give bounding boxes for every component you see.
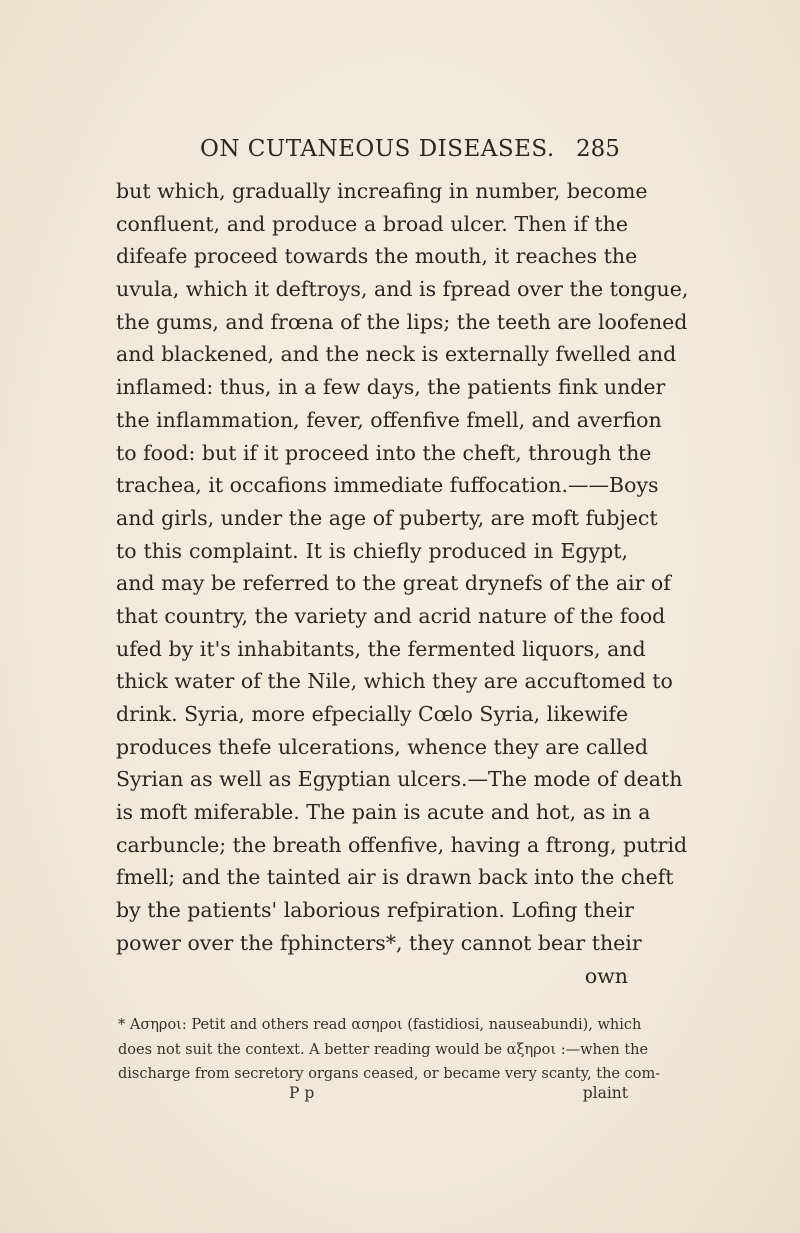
text-line: produces thefe ulcerations, whence they are called [116, 734, 648, 759]
text-line: power over the fphincters*, they cannot bear their [116, 930, 642, 955]
text-line: that country, the variety and acrid nature of the food [116, 603, 666, 628]
text-line: the inflammation, fever, offenfive fmell, and averfion [116, 407, 662, 432]
text-line: inflamed: thus, in a few days, the patients fink under [116, 375, 666, 400]
footnote [118, 1013, 661, 1087]
text-line: but which, gradually increafing in number, become [116, 179, 648, 203]
footnote-line: discharge from secretory organs ceased, or became very scanty, the com- [118, 1066, 661, 1082]
signature-row [118, 1084, 628, 1108]
text-line: is moft miferable. The pain is acute and hot, as in a [116, 800, 651, 825]
text-line: the gums, and frœna of the lips; the teeth are loofened [116, 309, 688, 334]
footnote-line: * Ασηροι: Petit and others read ασηροι (fastidiosi, nauseabundi), which [118, 1017, 642, 1033]
running-title: ON CUTANEOUS DISEASES. [200, 136, 555, 162]
text-line: to food: but if it proceed into the cheft, through the [116, 440, 652, 465]
text-line: and blackened, and the neck is externally fwelled and [116, 342, 677, 367]
text-line: to this complaint. It is chiefly produced in Egypt, [116, 538, 628, 563]
text-line: uvula, which it deftroys, and is fpread over the tongue, [116, 277, 689, 302]
signature-mark: P p [289, 1084, 315, 1102]
text-line: by the patients' laborious refpiration. Lofing their [116, 898, 634, 923]
text-line-catchword: own [584, 963, 628, 988]
text-line: and girls, under the age of puberty, are moft fubject [116, 505, 658, 530]
page-header [0, 136, 800, 172]
text-line: Syrian as well as Egyptian ulcers.—The mode of death [116, 767, 683, 792]
footnote-catchword: plaint [582, 1084, 628, 1102]
footnote-line: does not suit the context. A better reading would be αξηροι :—when the [118, 1041, 649, 1058]
text-line: and may be referred to the great drynefs of the air of [116, 571, 671, 596]
text-line: trachea, it occafions immediate fuffocation.——Boys [116, 473, 659, 498]
text-line: confluent, and produce a broad ulcer. Then if the [116, 211, 628, 236]
text-line: drink. Syria, more efpecially Cœlo Syria, likewife [116, 702, 629, 726]
text-line: fmell; and the tainted air is drawn back into the cheft [116, 865, 674, 890]
body-text [116, 175, 689, 992]
text-line: difeafe proceed towards the mouth, it reaches the [116, 244, 638, 269]
text-line: ufed by it's inhabitants, the fermented liquors, and [116, 636, 646, 661]
page-number: 285 [576, 136, 620, 162]
text-line: carbuncle; the breath offenfive, having a ftrong, putrid [116, 832, 688, 857]
text-line: thick water of the Nile, which they are accuftomed to [116, 669, 673, 694]
